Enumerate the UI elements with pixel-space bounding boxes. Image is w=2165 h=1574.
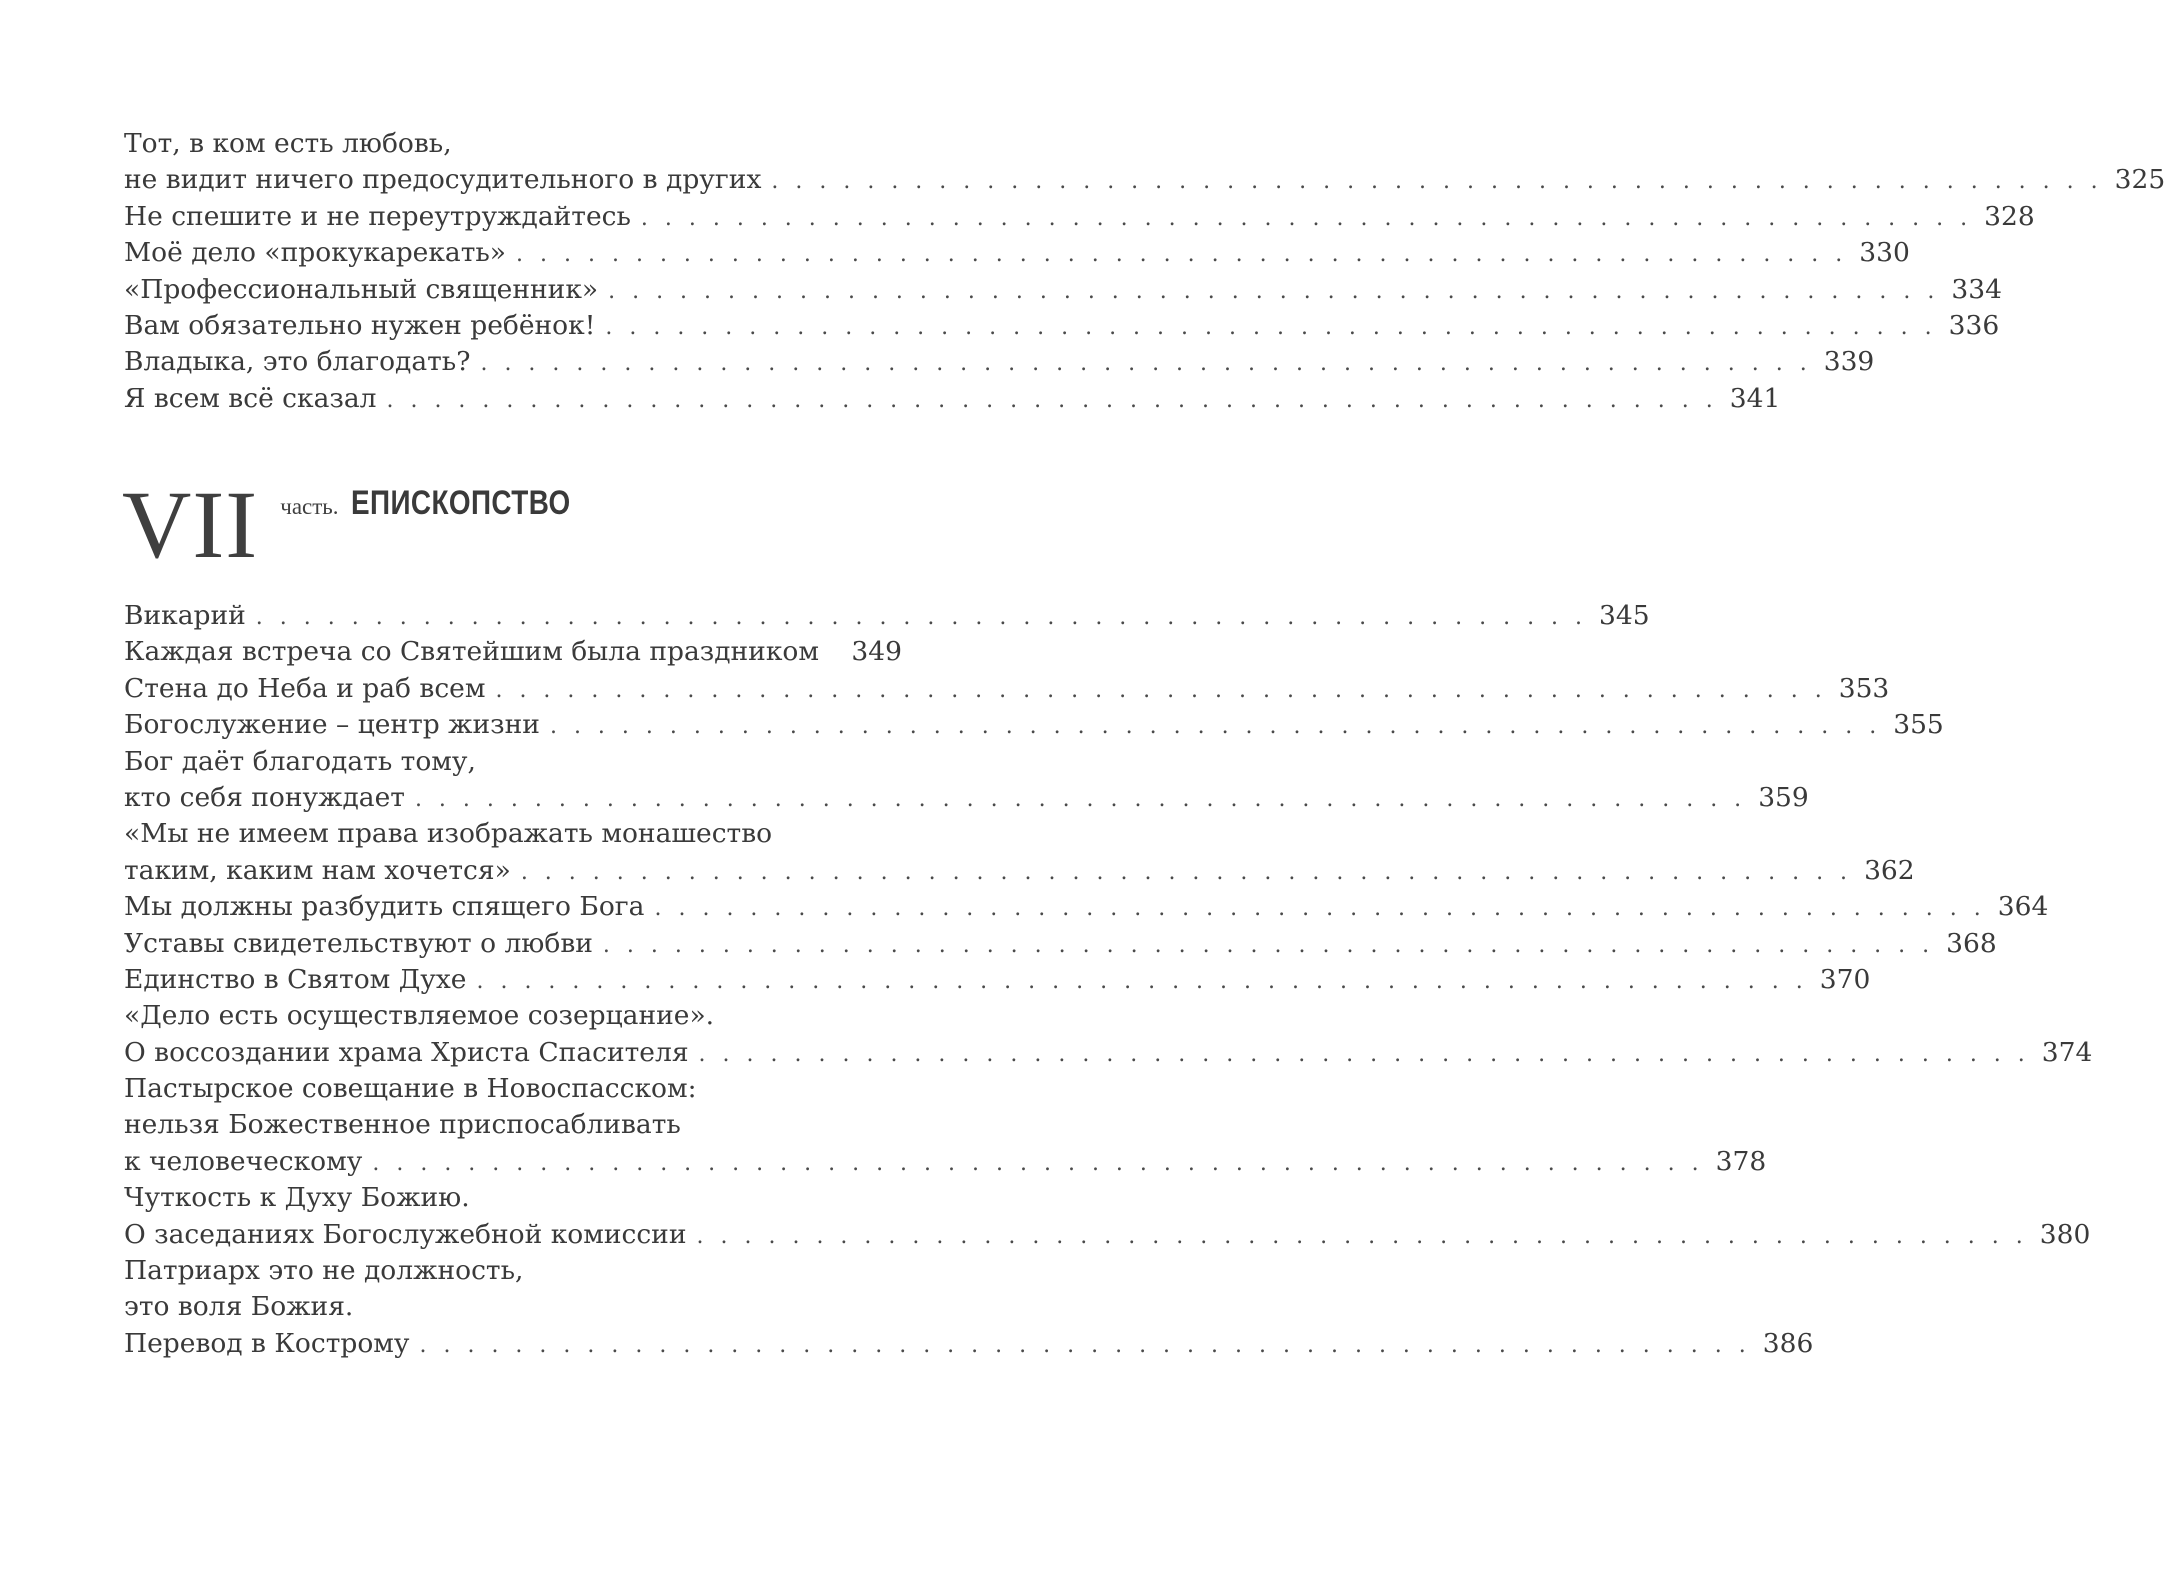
toc-entry-title: Патриарх это не должность, (124, 1255, 524, 1287)
toc-entry (124, 780, 1809, 816)
toc-entry-title: Чуткость к Духу Божию. (124, 1182, 470, 1214)
toc-entry (124, 1289, 902, 1325)
toc-entry (124, 598, 1650, 634)
toc-entry-page: 370 (1819, 963, 1871, 995)
dot-leader: . . . . . . . . . . . . . . . . . . . . . . . . . . . . . . . . . . . . . . . . . . . . . . . . . . . . . . . . (602, 932, 1935, 958)
toc-entry-page: 330 (1859, 237, 1910, 269)
dot-leader: . . . . . . . . . . . . . . . . . . . . . . . . . . . . . . . . . . . . . . . . . . . . . . . . . . . . . . . . (549, 714, 1882, 740)
toc-entry-title: к человеческому (124, 1145, 363, 1177)
part-title: ЕПИСКОПСТВО (350, 484, 571, 522)
dot-leader: . . . . . . . . . . . . . . . . . . . . . . . . . . . . . . . . . . . . . . . . . . . . . . . . . . . . . . . . (640, 205, 1973, 231)
toc-entry (124, 1326, 1814, 1362)
dot-leader: . . . . . . . . . . . . . . . . . . . . . . . . . . . . . . . . . . . . . . . . . . . . . . . . . . . . . . . . (516, 242, 1848, 268)
toc-entry-title: Тот, в ком есть любовь, (124, 128, 452, 159)
toc-entry-page: 368 (1946, 927, 1997, 959)
toc-entry (124, 1144, 1767, 1180)
toc-entry (124, 162, 2165, 198)
toc-entry (124, 707, 1944, 743)
toc-entry-title: Уставы свидетельствуют о любви (124, 927, 593, 959)
toc-entry-title: «Дело есть осуществляемое созерцание». (124, 1000, 715, 1032)
toc-entry (124, 272, 2002, 308)
toc-entry-page: 362 (1864, 854, 1915, 886)
toc-entry (124, 199, 2035, 235)
dot-leader: . . . . . . . . . . . . . . . . . . . . . . . . . . . . . . . . . . . . . . . . . . . . . . . . . . . . . . . . (771, 169, 2103, 195)
toc-entry (124, 235, 1910, 271)
toc-entry (124, 126, 902, 162)
dot-leader: . . . . . . . . . . . . . . . . . . . . . . . . . . . . . . . . . . . . . . . . . . . . . . . . . . . . . . . . (480, 351, 1812, 377)
dot-leader: . . . . . . . . . . . . . . . . . . . . . . . . . . . . . . . . . . . . . . . . . . . . . . . . . . . . . . . . (608, 278, 1940, 304)
part-heading (122, 471, 618, 578)
toc-entry-title: Стена до Неба и раб всем (124, 672, 486, 704)
toc-entry-page: 349 (851, 636, 902, 668)
toc-entry-title: кто себя понуждает (124, 781, 405, 813)
toc-entry (124, 634, 902, 670)
dot-leader: . . . . . . . . . . . . . . . . . . . . . . . . . . . . . . . . . . . . . . . . . . . . . . . . . . . . . . . . (654, 896, 1986, 922)
dot-leader: . . . . . . . . . . . . . . . . . . . . . . . . . . . . . . . . . . . . . . . . . . . . . . . . . . . . . . . . (605, 314, 1937, 340)
toc-entry-page: 339 (1823, 346, 1875, 378)
toc-entry-page: 334 (1951, 273, 2002, 305)
toc-entry (124, 998, 902, 1034)
toc-entry-page: 359 (1758, 781, 1809, 813)
part-label: часть. (280, 494, 339, 519)
toc-entry (124, 381, 1781, 417)
toc-entry (124, 1180, 902, 1216)
part-numeral: VII (122, 471, 259, 578)
toc-entry (124, 671, 1890, 707)
toc-entry-title: О воссоздании храма Христа Спасителя (124, 1036, 689, 1068)
toc-entry-title: не видит ничего предосудительного в других (124, 164, 762, 196)
toc-entry-page: 341 (1729, 382, 1781, 414)
dot-leader: . . . . . . . . . . . . . . . . . . . . . . . . . . . . . . . . . . . . . . . . . . . . . . . . . . . . . . . . (372, 1150, 1704, 1176)
toc-entry-title: Перевод в Кострому (124, 1327, 410, 1359)
toc-entry-title: Я всем всё сказал (124, 382, 377, 414)
toc-entry (124, 1071, 902, 1107)
dot-leader: . . . . . . . . . . . . . . . . . . . . . . . . . . . . . . . . . . . . . . . . . . . . . . . . . . . . . . . . (414, 786, 1747, 812)
toc-entry-title: нельзя Божественное приспосабливать (124, 1109, 681, 1141)
toc-entry-title: Мы должны разбудить спящего Бога (124, 891, 645, 923)
toc-entry-page: 336 (1948, 309, 2000, 341)
toc-entry-page: 325 (2114, 164, 2165, 196)
toc-entry-title: Пастырское совещание в Новоспасском: (124, 1073, 697, 1105)
toc-entry (124, 962, 1871, 998)
toc-list-bottom (124, 598, 2093, 1362)
toc-entry-title: таким, каким нам хочется» (124, 854, 511, 886)
toc-entry-title: О заседаниях Богослужебной комиссии (124, 1218, 687, 1250)
toc-entry (124, 1035, 2093, 1071)
toc-entry-title: Богослужение – центр жизни (124, 709, 540, 741)
dot-leader: . . . . . . . . . . . . . . . . . . . . . . . . . . . . . . . . . . . . . . . . . . . . . . . . . . . . . . . . (476, 968, 1808, 994)
dot-leader: . . . . . . . . . . . . . . . . . . . . . . . . . . . . . . . . . . . . . . . . . . . . . . . . . . . . . . . . (696, 1223, 2028, 1249)
toc-entry-title: Не спешите и не переутруждайтесь (124, 200, 631, 232)
toc-entry (124, 816, 902, 852)
toc-entry-page: 374 (2041, 1036, 2093, 1068)
toc-list-top (124, 126, 2165, 417)
toc-entry-title: Единство в Святом Духе (124, 963, 467, 995)
toc-entry-page: 380 (2039, 1218, 2091, 1250)
toc-entry-title: Каждая встреча со Святейшим была праздником (124, 636, 819, 668)
toc-entry-title: «Мы не имеем права изображать монашество (124, 818, 773, 850)
toc-entry-page: 328 (1984, 200, 2035, 232)
toc-entry (124, 344, 1875, 380)
toc-entry (124, 926, 1997, 962)
dot-leader: . . . . . . . . . . . . . . . . . . . . . . . . . . . . . . . . . . . . . . . . . . . . . . . . . . . . . . . . (698, 1041, 2030, 1067)
toc-entry (124, 1253, 902, 1289)
toc-entry-title: «Профессиональный священник» (124, 273, 599, 305)
dot-leader: . . . . . . . . . . . . . . . . . . . . . . . . . . . . . . . . . . . . . . . . . . . . . . . . . . . . . . . . (419, 1332, 1751, 1358)
toc-entry-title: Вам обязательно нужен ребёнок! (124, 309, 596, 341)
toc-entry-title: Викарий (124, 600, 246, 631)
dot-leader: . . . . . . . . . . . . . . . . . . . . . . . . . . . . . . . . . . . . . . . . . . . . . . . . . . . . . . . . (386, 387, 1718, 413)
toc-entry (124, 308, 2000, 344)
toc-entry-title: это воля Божия. (124, 1291, 354, 1323)
dot-leader: . . . . . . . . . . . . . . . . . . . . . . . . . . . . . . . . . . . . . . . . . . . . . . . . . . . . . . . . (495, 677, 1827, 703)
toc-entry-page: 364 (1997, 891, 2049, 923)
toc-entry (124, 1217, 2091, 1253)
toc-entry-page: 378 (1715, 1145, 1767, 1177)
toc-entry-page: 353 (1838, 672, 1890, 704)
toc-entry (124, 853, 1915, 889)
toc-entry-page: 345 (1599, 600, 1650, 631)
toc-entry-page: 386 (1762, 1327, 1814, 1359)
toc-entry (124, 889, 2049, 925)
toc-entry-title: Бог даёт благодать тому, (124, 745, 476, 777)
dot-leader: . . . . . . . . . . . . . . . . . . . . . . . . . . . . . . . . . . . . . . . . . . . . . . . . . . . . . . . . (255, 605, 1588, 630)
toc-entry (124, 1107, 902, 1143)
toc-entry (124, 744, 902, 780)
dot-leader: . . . . . . . . . . . . . . . . . . . . . . . . . . . . . . . . . . . . . . . . . . . . . . . . . . . . . . . . (520, 859, 1853, 885)
toc-entry-title: Владыка, это благодать? (124, 346, 471, 378)
toc-entry-page: 355 (1893, 709, 1944, 741)
toc-entry-title: Моё дело «прокукарекать» (124, 237, 507, 269)
